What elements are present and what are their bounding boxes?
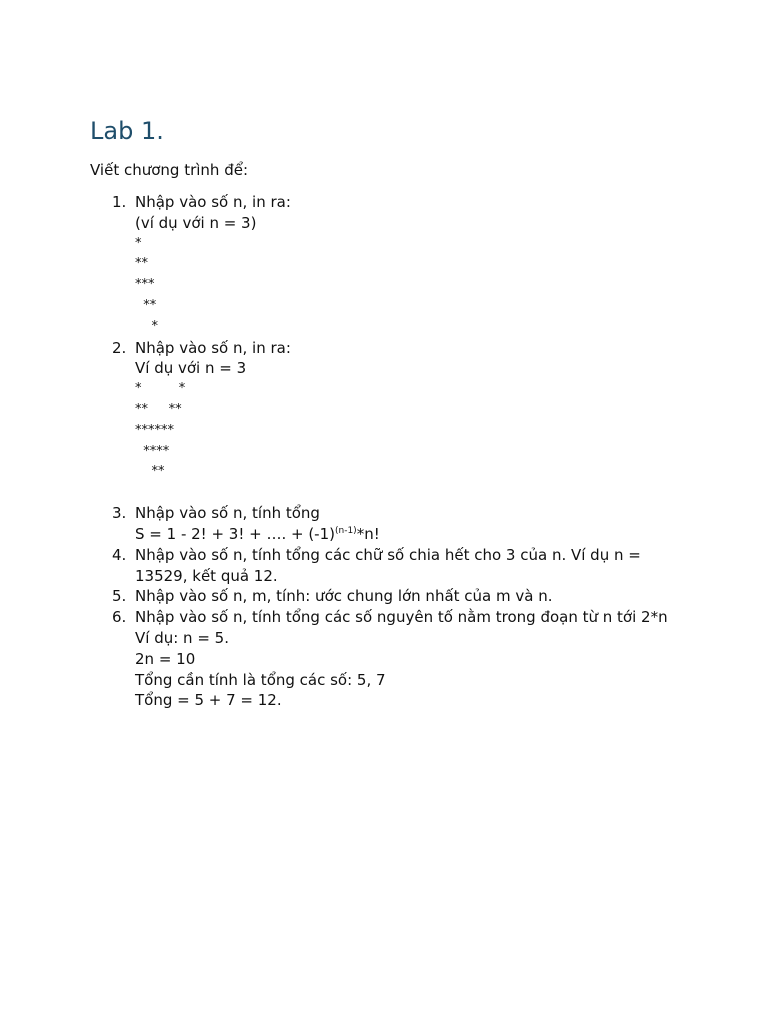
task-number: 6. (112, 608, 127, 627)
list-item-task-6 (90, 607, 710, 711)
pattern-line: * * (135, 381, 186, 397)
pattern-line: ** (135, 464, 165, 480)
task-text: Nhập vào số n, m, tính: ước chung lớn nhất của m và n. (135, 587, 553, 606)
doc-intro: Viết chương trình để: (90, 161, 249, 179)
pattern-line: **** (135, 443, 170, 459)
document-page (90, 114, 710, 711)
pattern-line: * (135, 318, 159, 334)
formula-suffix: *n! (356, 524, 380, 543)
task-number: 4. (112, 545, 127, 564)
task-number: 3. (112, 504, 127, 523)
task-example-line: Ví dụ: n = 5. (135, 628, 229, 647)
task-text: Nhập vào số n, in ra: (135, 193, 291, 211)
formula-prefix: S = 1 - 2! + 3! + …. + (-1) (135, 524, 335, 543)
task-example-line: 2n = 10 (135, 649, 196, 668)
task-example: Ví dụ với n = 3 (135, 359, 247, 378)
pattern-line: *** (135, 277, 155, 293)
pattern-line: ** (135, 256, 148, 272)
task-text: Nhập vào số n, tính tổng các số nguyên tố nằm trong đoạn từ n tới 2*n (135, 608, 668, 627)
pattern-line: ****** (135, 422, 174, 438)
pattern-line: ** ** (135, 401, 182, 417)
task-example-line: Tổng cần tính là tổng các số: 5, 7 (135, 670, 386, 689)
task-text-continued: 13529, kết quả 12. (135, 566, 278, 585)
list-item-task-3 (90, 503, 710, 545)
task-formula (135, 524, 710, 545)
list-item-task-2 (90, 338, 710, 484)
task-example-line: Tổng = 5 + 7 = 12. (135, 691, 282, 710)
formula-exponent: (n-1) (334, 525, 357, 536)
task-text: Nhập vào số n, in ra: (135, 338, 291, 357)
task-text: Nhập vào số n, tính tổng (135, 504, 320, 523)
task-list (90, 192, 710, 711)
spacer (90, 483, 710, 503)
task-text: Nhập vào số n, tính tổng các chữ số chia hết cho 3 của n. Ví dụ n = (135, 545, 641, 564)
list-item-task-1 (90, 192, 710, 338)
list-item-task-5 (90, 586, 710, 607)
task-number: 1. (112, 193, 127, 211)
pattern-line: ** (135, 297, 157, 313)
doc-title: Lab 1. (90, 117, 164, 145)
task-number: 5. (112, 587, 127, 606)
task-number: 2. (112, 338, 127, 357)
task-example: (ví dụ với n = 3) (135, 213, 257, 232)
list-item-task-4 (90, 545, 710, 587)
pattern-line: * (135, 235, 142, 251)
